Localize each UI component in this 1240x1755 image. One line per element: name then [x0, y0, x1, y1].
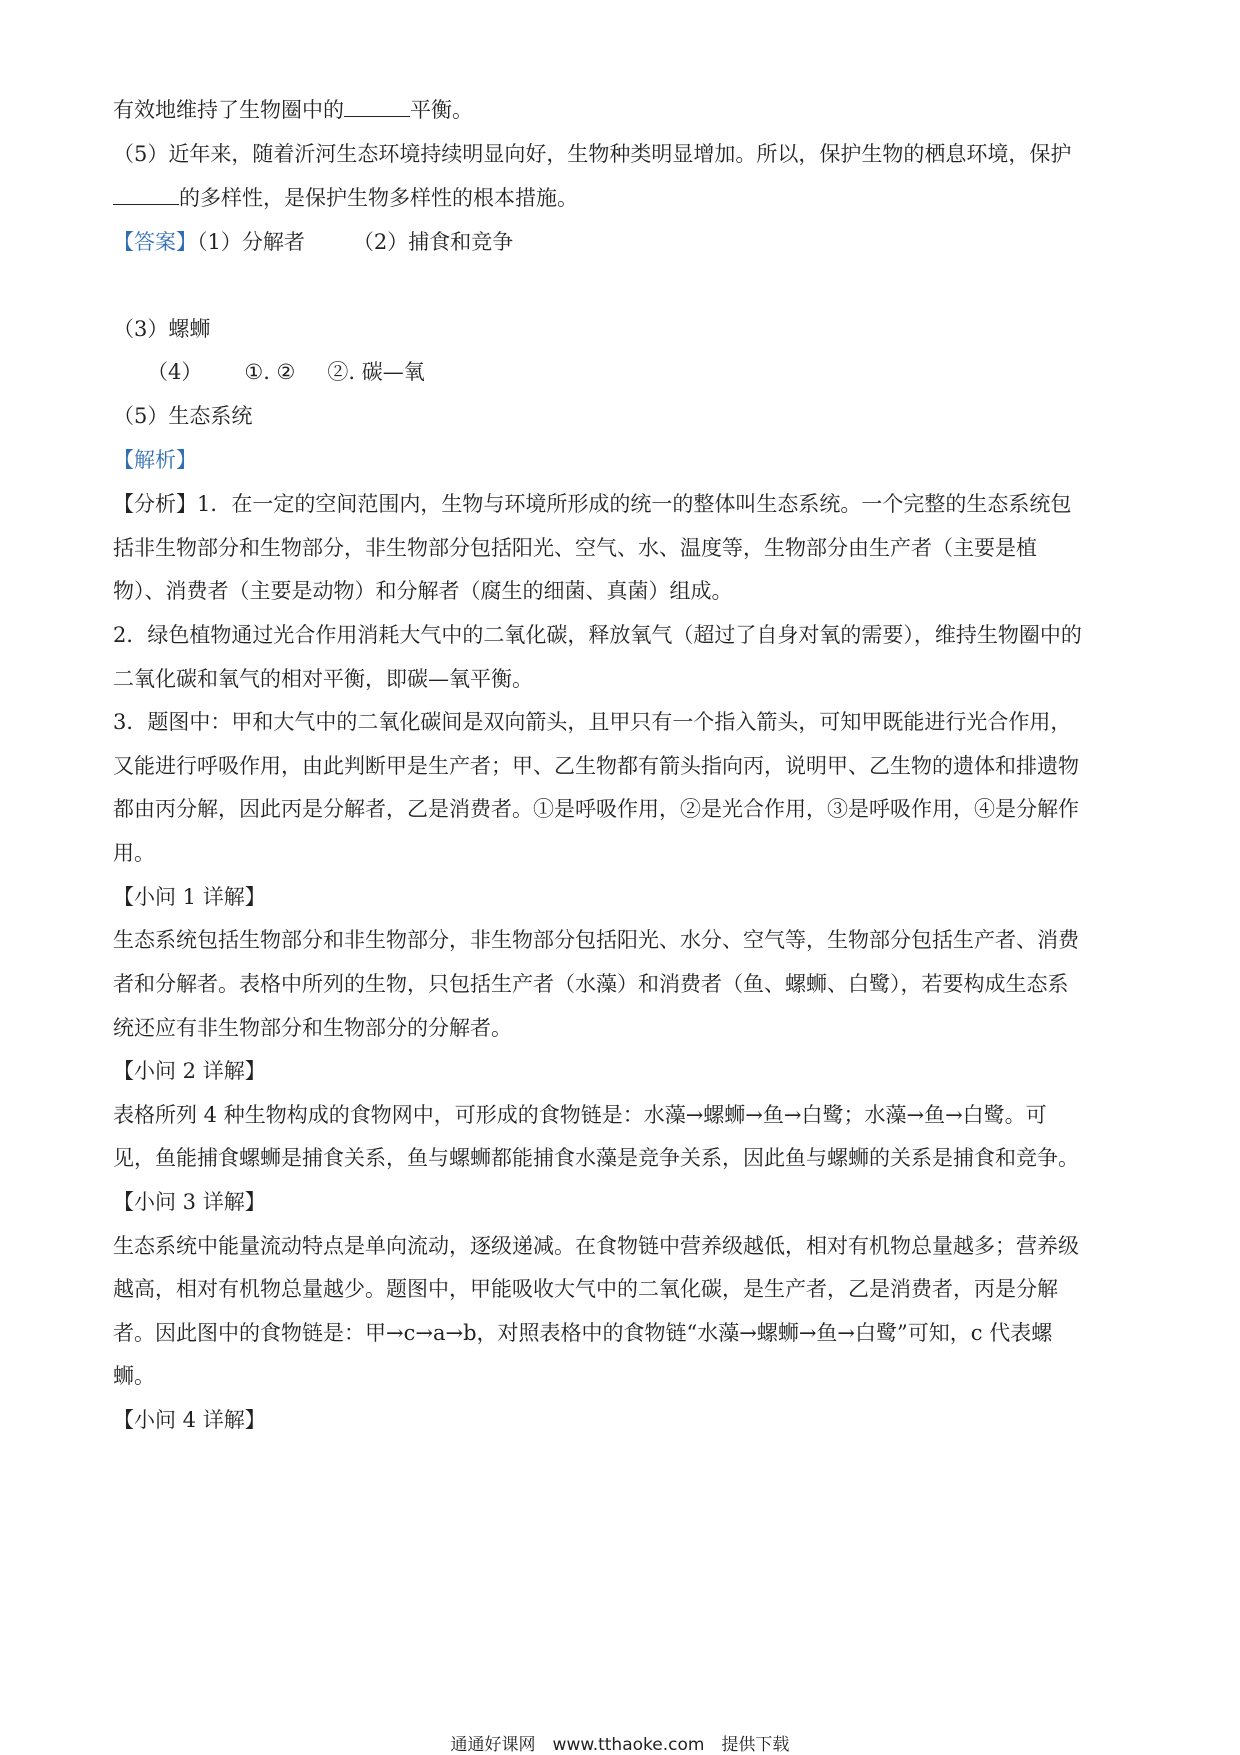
- q4-tail-text-end: 平衡。: [410, 98, 473, 122]
- analysis-line: 2．绿色植物通过光合作用消耗大气中的二氧化碳，释放氧气（超过了自身对氧的需要），维持生物圈中的: [113, 623, 1082, 647]
- detail-2-line: 表格所列 4 种生物构成的食物网中，可形成的食物链是：水藻→螺蛳→鱼→白鹭；水藻→鱼→白鹭。可: [113, 1103, 1047, 1127]
- analysis-line: 3．题图中：甲和大气中的二氧化碳间是双向箭头，且甲只有一个指入箭头，可知甲既能进行光合作用，: [113, 710, 1072, 734]
- detail-2-line: 见，鱼能捕食螺蛳是捕食关系，鱼与螺蛳都能捕食水藻是竞争关系，因此鱼与螺蛳的关系是捕食和竞争。: [113, 1146, 1079, 1170]
- analysis-line: 用。: [113, 841, 155, 865]
- answer-blank: [113, 186, 179, 205]
- answer-tag: 【答案】: [113, 230, 197, 254]
- detail-1-line: 统还应有非生物部分和生物部分的分解者。: [113, 1016, 512, 1040]
- answer-4-part-1: ①. ②: [244, 360, 296, 384]
- answer-5: （5）生态系统: [113, 404, 253, 428]
- answer-4-part-2: ②. 碳—氧: [327, 360, 425, 384]
- q4-tail-line: [113, 96, 473, 124]
- analysis-line: 都由丙分解，因此丙是分解者，乙是消费者。①是呼吸作用，②是光合作用，③是呼吸作用，④是分解作: [113, 797, 1079, 821]
- answer-blank: [344, 98, 410, 117]
- q4-tail-text: 有效地维持了生物圈中的: [113, 98, 344, 122]
- analysis-tag: 【解析】: [113, 448, 197, 472]
- page-footer: 通通好课网 www.tthaoke.com 提供下载: [450, 1735, 790, 1755]
- analysis-line: 物）、消费者（主要是动物）和分解者（腐生的细菌、真菌）组成。: [113, 579, 733, 603]
- analysis-line: 【分析】1．在一定的空间范围内，生物与环境所形成的统一的整体叫生态系统。一个完整的生态系统包: [113, 492, 1072, 516]
- detail-3-line: 蛳。: [113, 1364, 155, 1388]
- detail-3-line: 者。因此图中的食物链是：甲→c→a→b，对照表格中的食物链“水藻→螺蛳→鱼→白鹭”可知，c 代表螺: [113, 1321, 1053, 1345]
- q5-line-1: （5）近年来，随着沂河生态环境持续明显向好，生物种类明显增加。所以，保护生物的栖息环境，保护: [113, 142, 1072, 166]
- answer-1: （1）分解者: [197, 230, 305, 254]
- detail-3-line: 生态系统中能量流动特点是单向流动，逐级递减。在食物链中营养级越低，相对有机物总量越多；营养级: [113, 1234, 1079, 1258]
- detail-1-title: 【小问 1 详解】: [113, 885, 266, 909]
- detail-4-title: 【小问 4 详解】: [113, 1408, 266, 1432]
- analysis-line: 又能进行呼吸作用，由此判断甲是生产者；甲、乙生物都有箭头指向丙，说明甲、乙生物的遗体和排遗物: [113, 754, 1079, 778]
- analysis-line: 括非生物部分和生物部分，非生物部分包括阳光、空气、水、温度等，生物部分由生产者（主要是植: [113, 536, 1037, 560]
- analysis-line: 二氧化碳和氧气的相对平衡，即碳—氧平衡。: [113, 667, 533, 691]
- answer-line-1: [113, 228, 513, 256]
- detail-3-line: 越高，相对有机物总量越少。题图中，甲能吸收大气中的二氧化碳，是生产者，乙是消费者，丙是分解: [113, 1277, 1058, 1301]
- q5-line-2-text: 的多样性，是保护生物多样性的根本措施。: [179, 186, 578, 210]
- answer-2: （2）捕食和竞争: [352, 230, 514, 254]
- detail-2-title: 【小问 2 详解】: [113, 1059, 266, 1083]
- detail-1-line: 者和分解者。表格中所列的生物，只包括生产者（水藻）和消费者（鱼、螺蛳、白鹭），若要构成生态系: [113, 972, 1069, 996]
- answer-3: （3）螺蛳: [113, 317, 211, 341]
- answer-4-line: [147, 358, 425, 386]
- detail-3-title: 【小问 3 详解】: [113, 1190, 266, 1214]
- detail-1-line: 生态系统包括生物部分和非生物部分，非生物部分包括阳光、水分、空气等，生物部分包括生产者、消费: [113, 928, 1079, 952]
- answer-4-label: （4）: [147, 360, 203, 384]
- q5-line-2: [113, 184, 578, 212]
